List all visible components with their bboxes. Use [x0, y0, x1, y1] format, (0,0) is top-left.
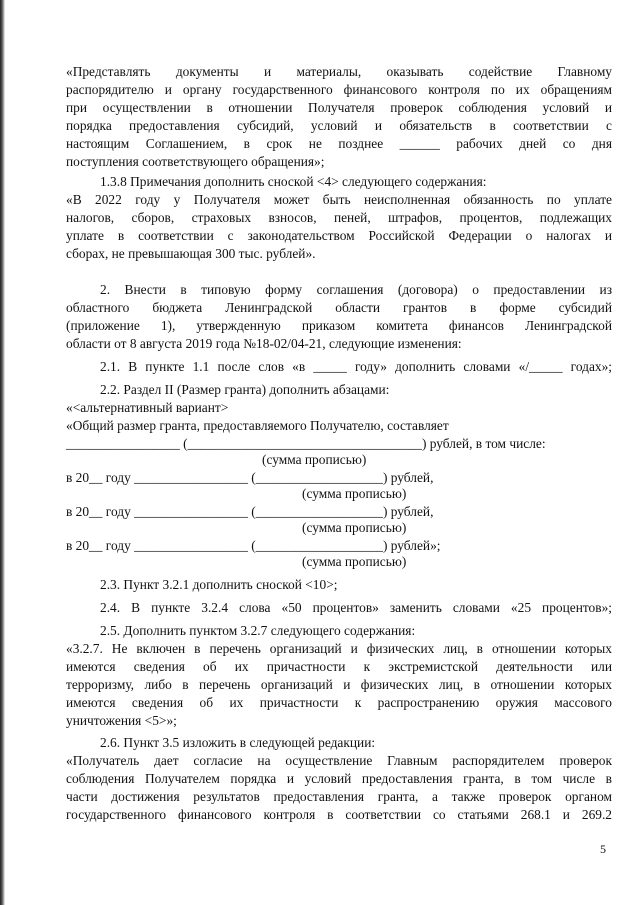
text-line: 2.1. В пункте 1.1 после слов «в _____ году» дополнить словами «/_____ годах»; — [100, 359, 612, 374]
sum-caption: (сумма прописью) — [302, 554, 407, 569]
sum-caption: (сумма прописью) — [302, 486, 407, 501]
text-line: 2.5. Дополнить пунктом 3.2.7 следующего содержания: — [100, 623, 416, 638]
text-line: имеются сведения об их причастности к экстремистской деятельности или — [66, 659, 612, 674]
text-line: 2.2. Раздел II (Размер гранта) дополнить абзацами: — [100, 382, 390, 397]
text-line: части достижения результатов предоставления гранта, а также проверок органом — [66, 789, 612, 804]
scan-edge-shadow — [0, 0, 5, 905]
text-line: имеются сведения об их причастности к распространению оружия массового — [66, 695, 612, 710]
text-line: настоящим Соглашением, в срок не позднее ______ рабочих дней со дня — [66, 136, 612, 151]
text-line: 2. Внести в типовую форму соглашения (договора) о предоставлении из — [100, 282, 612, 297]
page-number: 5 — [600, 842, 606, 856]
text-line: порядка предоставления субсидий, условий и обязательств в соответствии с — [66, 118, 612, 133]
text-line: «В 2022 году у Получателя может быть неисполненная обязанность по уплате — [66, 192, 612, 207]
text-line: 2.6. Пункт 3.5 изложить в следующей редакции: — [100, 735, 376, 750]
text-line: государственного финансового контроля в соответствии со статьями 268.1 и 269.2 — [66, 807, 612, 822]
text-line: 1.3.8 Примечания дополнить сноской <4> следующего содержания: — [100, 174, 487, 189]
text-line: «3.2.7. Не включен в перечень организаций и физических лиц, в отношении которых — [66, 641, 612, 656]
text-line: «Получатель дает согласие на осуществление Главным распорядителем проверок — [66, 753, 612, 768]
text-line: в 20__ году _________________ (___________________) рублей, — [66, 504, 434, 519]
text-line: «Общий размер гранта, предоставляемого Получателю, составляет — [66, 418, 449, 433]
text-line: (приложение 1), утвержденную приказом комитета финансов Ленинградской — [66, 318, 612, 333]
sum-caption: (сумма прописью) — [262, 452, 367, 467]
text-line: налогов, сборов, страховых взносов, пеней, штрафов, процентов, подлежащих — [66, 210, 612, 225]
text-line: в 20__ году _________________ (___________________) рублей»; — [66, 538, 441, 553]
text-line: «Представлять документы и материалы, оказывать содействие Главному — [66, 64, 612, 79]
text-line: 2.4. В пункте 3.2.4 слова «50 процентов» заменить словами «25 процентов»; — [100, 600, 612, 615]
text-line: уничтожения <5>»; — [66, 713, 177, 728]
sum-caption: (сумма прописью) — [302, 520, 407, 535]
text-line: поступления соответствующего обращения»; — [66, 154, 325, 169]
text-line: терроризму, либо в перечень организаций и физических лиц, в отношении которых — [66, 677, 612, 692]
text-line: _________________ (___________________________________) рублей, в том числе: — [66, 436, 546, 451]
text-line: уплате в соответствии с законодательством Российской Федерации о налогах и — [66, 228, 612, 243]
text-line: области от 8 августа 2019 года №18-02/04-21, следующие изменения: — [66, 336, 462, 351]
text-line: распорядителю и органу государственного финансового контроля по их обращениям — [66, 82, 612, 97]
text-line: сборах, не превышающая 300 тыс. рублей». — [66, 246, 316, 261]
text-line: в 20__ году _________________ (___________________) рублей, — [66, 470, 434, 485]
text-line: 2.3. Пункт 3.2.1 дополнить сноской <10>; — [100, 577, 338, 592]
text-line: «<альтернативный вариант> — [66, 400, 229, 415]
text-line: соблюдения Получателем порядка и условий предоставления гранта, в том числе в — [66, 771, 612, 786]
text-line: при осуществлении в отношении Получателя проверок соблюдения условий и — [66, 100, 612, 115]
text-line: областного бюджета Ленинградской области грантов в форме субсидий — [66, 300, 612, 315]
